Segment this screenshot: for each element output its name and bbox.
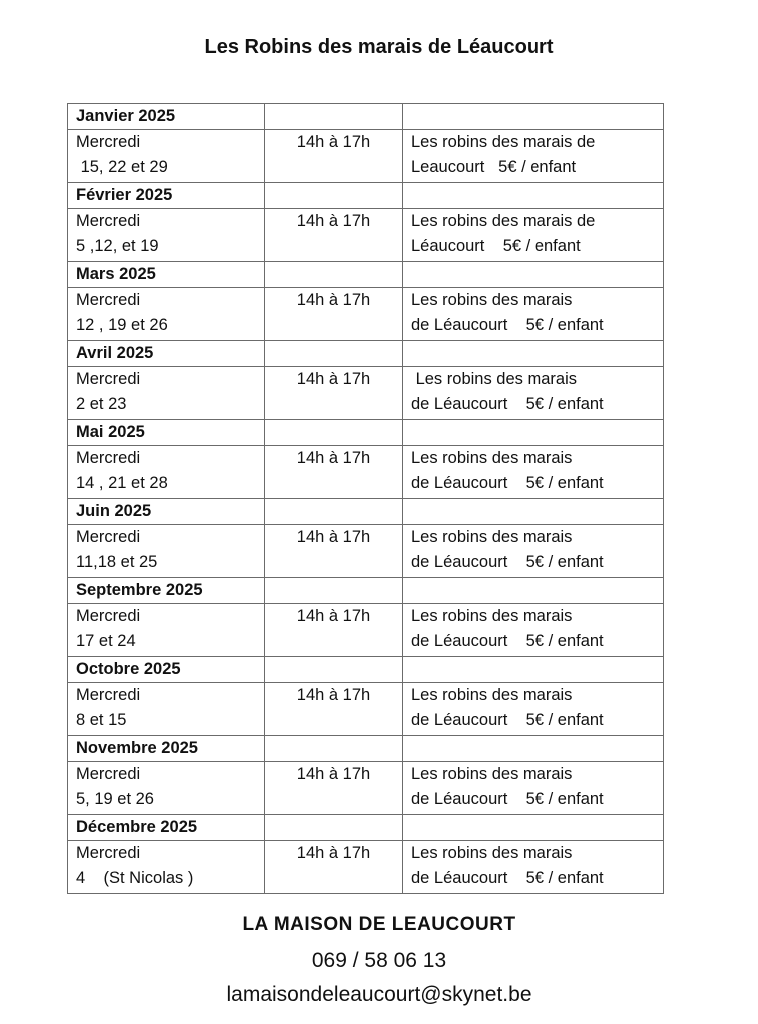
day-cell: Mercredi 4 (St Nicolas ) (68, 841, 265, 894)
empty-cell (265, 262, 403, 288)
description-cell: Les robins des marais de Léaucourt 5€ / enfant (403, 367, 664, 420)
month-label: Novembre 2025 (68, 736, 265, 762)
time-cell: 14h à 17h (265, 525, 403, 578)
description-cell: Les robins des marais de Léaucourt 5€ / enfant (403, 841, 664, 894)
description-cell: Les robins des marais de Léaucourt 5€ / enfant (403, 446, 664, 499)
month-header-row (68, 657, 664, 683)
schedule-table (67, 103, 664, 894)
month-header-row (68, 420, 664, 446)
empty-cell (403, 420, 664, 446)
description-cell: Les robins des marais de Léaucourt 5€ / enfant (403, 209, 664, 262)
month-header-row (68, 736, 664, 762)
time-cell: 14h à 17h (265, 762, 403, 815)
page-title: Les Robins des marais de Léaucourt (204, 36, 554, 58)
description-cell: Les robins des marais de Léaucourt 5€ / enfant (403, 604, 664, 657)
time-cell: 14h à 17h (265, 130, 403, 183)
month-label: Mai 2025 (68, 420, 265, 446)
empty-cell (403, 815, 664, 841)
month-label: Juin 2025 (68, 499, 265, 525)
schedule-entry-row (68, 209, 664, 262)
empty-cell (265, 104, 403, 130)
time-cell: 14h à 17h (265, 209, 403, 262)
time-cell: 14h à 17h (265, 683, 403, 736)
empty-cell (265, 183, 403, 209)
schedule-entry-row (68, 130, 664, 183)
month-header-row (68, 104, 664, 130)
month-label: Octobre 2025 (68, 657, 265, 683)
empty-cell (265, 420, 403, 446)
schedule-entry-row (68, 367, 664, 420)
empty-cell (265, 815, 403, 841)
email-address: lamaisondeleaucourt@skynet.be (226, 983, 532, 1006)
time-cell: 14h à 17h (265, 604, 403, 657)
schedule-body (68, 104, 664, 894)
phone-number: 069 / 58 06 13 (311, 949, 447, 972)
description-cell: Les robins des marais de Léaucourt 5€ / enfant (403, 525, 664, 578)
month-label: Septembre 2025 (68, 578, 265, 604)
day-cell: Mercredi 11,18 et 25 (68, 525, 265, 578)
time-cell: 14h à 17h (265, 446, 403, 499)
empty-cell (403, 657, 664, 683)
day-cell: Mercredi 17 et 24 (68, 604, 265, 657)
empty-cell (403, 341, 664, 367)
month-label: Avril 2025 (68, 341, 265, 367)
day-cell: Mercredi 14 , 21 et 28 (68, 446, 265, 499)
month-header-row (68, 578, 664, 604)
day-cell: Mercredi 2 et 23 (68, 367, 265, 420)
month-label: Janvier 2025 (68, 104, 265, 130)
schedule-entry-row (68, 288, 664, 341)
month-label: Février 2025 (68, 183, 265, 209)
description-cell: Les robins des marais de Leaucourt 5€ / enfant (403, 130, 664, 183)
empty-cell (265, 499, 403, 525)
empty-cell (403, 104, 664, 130)
empty-cell (403, 262, 664, 288)
description-cell: Les robins des marais de Léaucourt 5€ / enfant (403, 683, 664, 736)
schedule-entry-row (68, 446, 664, 499)
empty-cell (265, 341, 403, 367)
empty-cell (403, 183, 664, 209)
time-cell: 14h à 17h (265, 367, 403, 420)
time-cell: 14h à 17h (265, 288, 403, 341)
month-header-row (68, 499, 664, 525)
schedule-entry-row (68, 525, 664, 578)
month-header-row (68, 341, 664, 367)
month-header-row (68, 183, 664, 209)
empty-cell (265, 657, 403, 683)
month-label: Décembre 2025 (68, 815, 265, 841)
empty-cell (265, 578, 403, 604)
day-cell: Mercredi 15, 22 et 29 (68, 130, 265, 183)
empty-cell (403, 736, 664, 762)
schedule-entry-row (68, 762, 664, 815)
month-header-row (68, 815, 664, 841)
organization-name: LA MAISON DE LEAUCOURT (242, 914, 516, 935)
day-cell: Mercredi 8 et 15 (68, 683, 265, 736)
empty-cell (265, 736, 403, 762)
description-cell: Les robins des marais de Léaucourt 5€ / enfant (403, 762, 664, 815)
time-cell: 14h à 17h (265, 841, 403, 894)
empty-cell (403, 499, 664, 525)
day-cell: Mercredi 5 ,12, et 19 (68, 209, 265, 262)
day-cell: Mercredi 5, 19 et 26 (68, 762, 265, 815)
empty-cell (403, 578, 664, 604)
description-cell: Les robins des marais de Léaucourt 5€ / enfant (403, 288, 664, 341)
schedule-entry-row (68, 683, 664, 736)
schedule-entry-row (68, 604, 664, 657)
day-cell: Mercredi 12 , 19 et 26 (68, 288, 265, 341)
month-label: Mars 2025 (68, 262, 265, 288)
schedule-entry-row (68, 841, 664, 894)
month-header-row (68, 262, 664, 288)
